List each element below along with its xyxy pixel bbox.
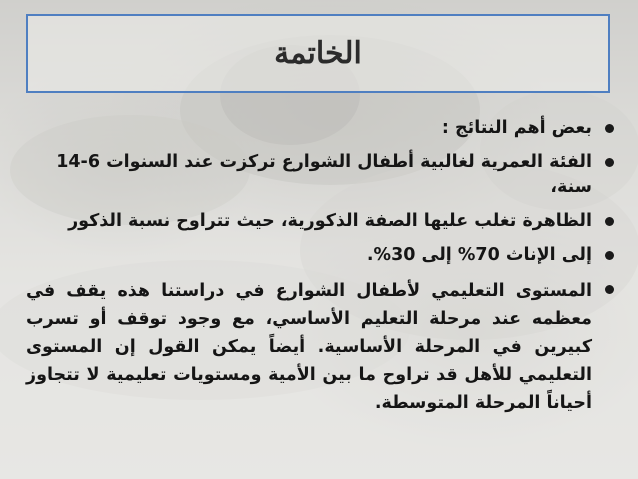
bullet-dot-icon bbox=[605, 285, 614, 294]
bullet-item bbox=[26, 243, 616, 268]
bullet-item bbox=[26, 150, 616, 200]
title-box bbox=[26, 14, 610, 93]
bullet-dot-icon bbox=[605, 217, 614, 226]
bullet-dot-icon bbox=[605, 251, 614, 260]
bullet-text: إلى الإناث 70% إلى 30%. bbox=[366, 245, 592, 265]
bullet-text: الفئة العمرية لغالبية أطفال الشوارع تركزت عند السنوات 6-14 سنة، bbox=[56, 152, 592, 197]
bullet-item bbox=[26, 116, 616, 141]
bullet-text: الظاهرة تغلب عليها الصفة الذكورية، حيث تتراوح نسبة الذكور bbox=[68, 211, 592, 231]
slide-title: الخاتمة bbox=[274, 36, 362, 71]
bullet-dot-icon bbox=[605, 124, 614, 133]
bullet-item bbox=[26, 277, 616, 417]
bullet-item bbox=[26, 209, 616, 234]
bullet-text: بعض أهم النتائج : bbox=[441, 118, 592, 138]
bullet-list bbox=[26, 116, 616, 426]
bullet-dot-icon bbox=[605, 158, 614, 167]
bullet-text: المستوى التعليمي لأطفال الشوارع في دراستنا هذه يقف في معظمه عند مرحلة التعليم الأساسي، مع وجود توقف أو تسرب كبيرين في المرحلة الأساسية. أيضاً يمكن القول إن المستوى التعليمي للأهل قد تراوح ما بين الأمية ومستويات تعليمية لا تتجاوز أحياناً المرحلة المتوسطة. bbox=[26, 281, 592, 413]
